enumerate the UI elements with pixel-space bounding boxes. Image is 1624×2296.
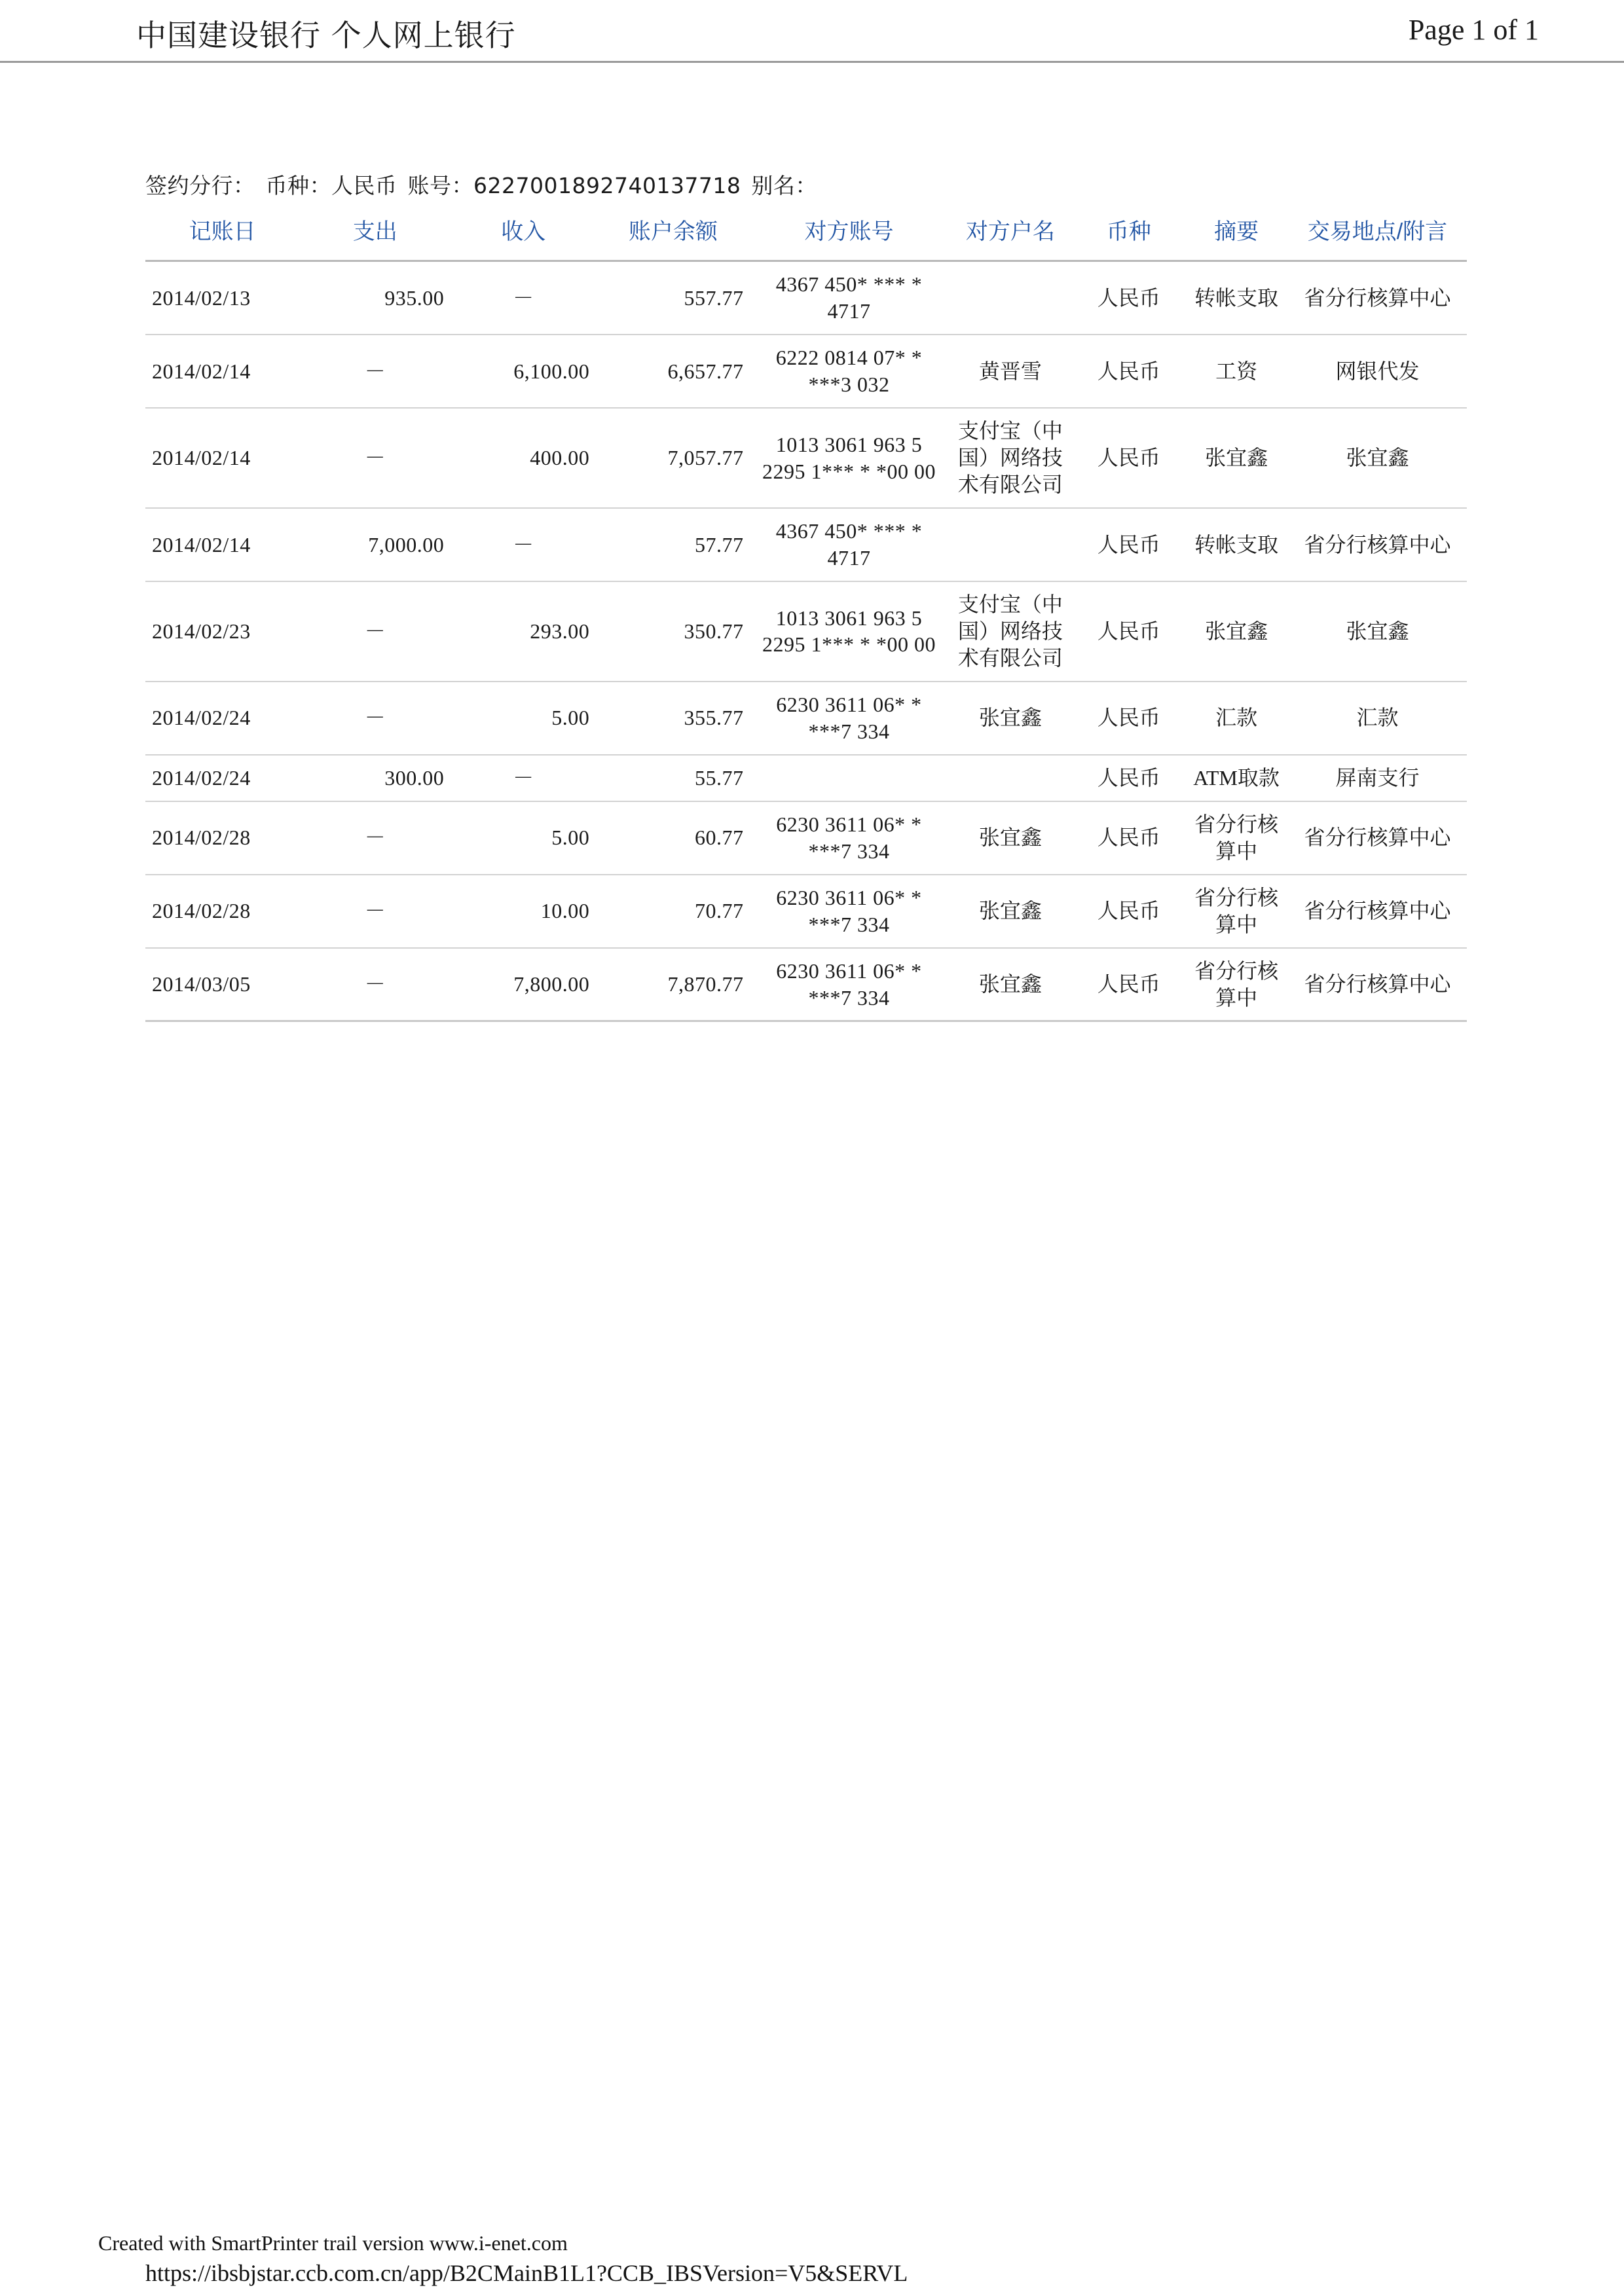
- table-row: [145, 581, 1467, 682]
- cell-location: 屏南支行: [1288, 755, 1467, 801]
- table-row: [145, 755, 1467, 801]
- cell-summary: 汇款: [1185, 682, 1288, 755]
- table-row: [145, 335, 1467, 408]
- cell-counter-account: 6222 0814 07* * ***3 032: [750, 335, 948, 408]
- currency-value: 人民币: [331, 173, 397, 198]
- cell-credit: －: [451, 261, 596, 335]
- column-header-debit: 支出: [299, 210, 451, 261]
- cell-balance: 7,057.77: [596, 408, 750, 508]
- cell-counter-name: 张宜鑫: [948, 948, 1073, 1021]
- cell-debit: 7,000.00: [299, 508, 451, 581]
- cell-location: 省分行核算中心: [1288, 948, 1467, 1021]
- column-header-location: 交易地点/附言: [1288, 210, 1467, 261]
- cell-summary: 省分行核算中: [1185, 801, 1288, 875]
- cell-counter-name: 张宜鑫: [948, 682, 1073, 755]
- account-label: 账号：: [407, 173, 473, 198]
- cell-counter-account: 4367 450* *** * 4717: [750, 261, 948, 335]
- cell-credit: 6,100.00: [451, 335, 596, 408]
- column-header-currency: 币种: [1073, 210, 1185, 261]
- cell-location: 网银代发: [1288, 335, 1467, 408]
- table-row: [145, 508, 1467, 581]
- cell-debit: 935.00: [299, 261, 451, 335]
- cell-balance: 6,657.77: [596, 335, 750, 408]
- table-body: [145, 261, 1467, 1021]
- cell-credit: 400.00: [451, 408, 596, 508]
- cell-date: 2014/02/24: [145, 755, 299, 801]
- cell-counter-account: 6230 3611 06* * ***7 334: [750, 948, 948, 1021]
- cell-summary: 转帐支取: [1185, 261, 1288, 335]
- cell-credit: 293.00: [451, 581, 596, 682]
- column-header-counter-name: 对方户名: [948, 210, 1073, 261]
- cell-credit: －: [451, 508, 596, 581]
- cell-location: 省分行核算中心: [1288, 801, 1467, 875]
- cell-counter-name: 张宜鑫: [948, 801, 1073, 875]
- cell-summary: 省分行核算中: [1185, 948, 1288, 1021]
- cell-counter-account: 6230 3611 06* * ***7 334: [750, 801, 948, 875]
- cell-balance: 55.77: [596, 755, 750, 801]
- table-row: [145, 875, 1467, 948]
- alias-label: 别名：: [751, 173, 817, 198]
- cell-credit: －: [451, 755, 596, 801]
- cell-counter-name: [948, 261, 1073, 335]
- cell-credit: 5.00: [451, 801, 596, 875]
- cell-counter-account: 6230 3611 06* * ***7 334: [750, 875, 948, 948]
- cell-counter-name: [948, 755, 1073, 801]
- column-header-credit: 收入: [451, 210, 596, 261]
- cell-location: 省分行核算中心: [1288, 261, 1467, 335]
- currency-label: 币种：: [265, 173, 331, 198]
- cell-currency: 人民币: [1073, 261, 1185, 335]
- cell-counter-account: 1013 3061 963 5 2295 1*** * *00 00: [750, 408, 948, 508]
- cell-balance: 60.77: [596, 801, 750, 875]
- cell-date: 2014/02/14: [145, 408, 299, 508]
- column-header-summary: 摘要: [1185, 210, 1288, 261]
- cell-currency: 人民币: [1073, 755, 1185, 801]
- cell-date: 2014/02/23: [145, 581, 299, 682]
- cell-currency: 人民币: [1073, 682, 1185, 755]
- table-row: [145, 408, 1467, 508]
- cell-date: 2014/02/28: [145, 875, 299, 948]
- cell-date: 2014/02/14: [145, 335, 299, 408]
- cell-counter-name: 黄晋雪: [948, 335, 1073, 408]
- cell-date: 2014/02/14: [145, 508, 299, 581]
- cell-counter-name: 支付宝（中国）网络技术有限公司: [948, 408, 1073, 508]
- cell-balance: 350.77: [596, 581, 750, 682]
- cell-balance: 57.77: [596, 508, 750, 581]
- cell-credit: 10.00: [451, 875, 596, 948]
- cell-date: 2014/02/28: [145, 801, 299, 875]
- cell-debit: 300.00: [299, 755, 451, 801]
- table-header-row: [145, 210, 1467, 261]
- cell-currency: 人民币: [1073, 581, 1185, 682]
- cell-debit: －: [299, 948, 451, 1021]
- cell-date: 2014/03/05: [145, 948, 299, 1021]
- cell-currency: 人民币: [1073, 801, 1185, 875]
- table-row: [145, 682, 1467, 755]
- cell-currency: 人民币: [1073, 335, 1185, 408]
- column-header-counter-account: 对方账号: [750, 210, 948, 261]
- table-row: [145, 801, 1467, 875]
- cell-balance: 70.77: [596, 875, 750, 948]
- statement-table-wrapper: [145, 210, 1467, 1022]
- branch-label: 签约分行：: [145, 173, 255, 198]
- cell-debit: －: [299, 581, 451, 682]
- cell-credit: 5.00: [451, 682, 596, 755]
- cell-location: 张宜鑫: [1288, 408, 1467, 508]
- cell-counter-account: 4367 450* *** * 4717: [750, 508, 948, 581]
- cell-credit: 7,800.00: [451, 948, 596, 1021]
- table-row: [145, 948, 1467, 1021]
- account-value: 6227001892740137718: [473, 173, 741, 198]
- table-row: [145, 261, 1467, 335]
- cell-summary: 省分行核算中: [1185, 875, 1288, 948]
- cell-debit: －: [299, 335, 451, 408]
- cell-location: 省分行核算中心: [1288, 875, 1467, 948]
- cell-counter-account: 1013 3061 963 5 2295 1*** * *00 00: [750, 581, 948, 682]
- cell-location: 省分行核算中心: [1288, 508, 1467, 581]
- cell-summary: 转帐支取: [1185, 508, 1288, 581]
- cell-summary: ATM取款: [1185, 755, 1288, 801]
- cell-debit: －: [299, 682, 451, 755]
- cell-currency: 人民币: [1073, 948, 1185, 1021]
- cell-date: 2014/02/13: [145, 261, 299, 335]
- page-indicator: Page 1 of 1: [1408, 14, 1539, 46]
- cell-date: 2014/02/24: [145, 682, 299, 755]
- bank-title: 中国建设银行 个人网上银行: [136, 18, 516, 53]
- cell-location: 张宜鑫: [1288, 581, 1467, 682]
- document-header: [0, 12, 1624, 63]
- cell-currency: 人民币: [1073, 508, 1185, 581]
- watermark-note: Created with SmartPrinter trail version www.i-enet.com: [98, 2231, 568, 2255]
- column-header-date: 记账日: [145, 210, 299, 261]
- cell-location: 汇款: [1288, 682, 1467, 755]
- cell-summary: 张宜鑫: [1185, 408, 1288, 508]
- cell-summary: 工资: [1185, 335, 1288, 408]
- cell-counter-name: 张宜鑫: [948, 875, 1073, 948]
- cell-summary: 张宜鑫: [1185, 581, 1288, 682]
- cell-debit: －: [299, 801, 451, 875]
- transaction-table: [145, 210, 1467, 1022]
- footer-url: https://ibsbjstar.ccb.com.cn/app/B2CMainB1L1?CCB_IBSVersion=V5&SERVL: [145, 2260, 908, 2286]
- table-header: [145, 210, 1467, 261]
- cell-counter-account: 6230 3611 06* * ***7 334: [750, 682, 948, 755]
- cell-counter-name: 支付宝（中国）网络技术有限公司: [948, 581, 1073, 682]
- cell-currency: 人民币: [1073, 875, 1185, 948]
- cell-currency: 人民币: [1073, 408, 1185, 508]
- account-info-line: [145, 169, 817, 200]
- cell-counter-name: [948, 508, 1073, 581]
- cell-debit: －: [299, 408, 451, 508]
- cell-balance: 557.77: [596, 261, 750, 335]
- cell-balance: 355.77: [596, 682, 750, 755]
- column-header-balance: 账户余额: [596, 210, 750, 261]
- cell-counter-account: [750, 755, 948, 801]
- cell-balance: 7,870.77: [596, 948, 750, 1021]
- cell-debit: －: [299, 875, 451, 948]
